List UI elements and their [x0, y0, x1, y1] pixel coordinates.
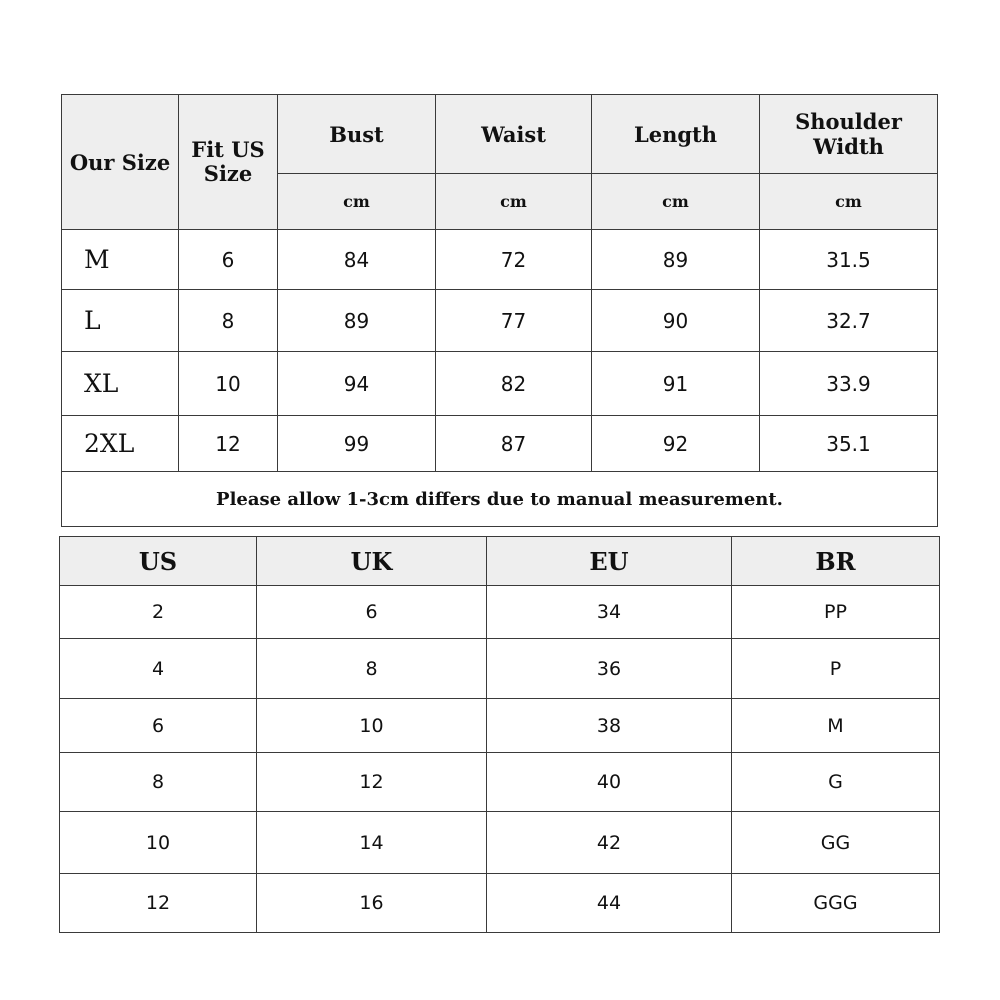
eu-value: 38 — [487, 699, 732, 753]
header-eu: EU — [487, 537, 732, 586]
length-value: 90 — [592, 290, 760, 352]
table-row — [60, 812, 940, 874]
shoulder-value: 35.1 — [760, 416, 938, 472]
us-value: 10 — [60, 812, 257, 874]
unit-length: cm — [592, 174, 760, 230]
unit-bust: cm — [278, 174, 436, 230]
bust-value: 84 — [278, 230, 436, 290]
eu-value: 40 — [487, 753, 732, 812]
table-row — [60, 874, 940, 933]
waist-value: 82 — [436, 352, 592, 416]
eu-value: 36 — [487, 639, 732, 699]
us-value: 8 — [60, 753, 257, 812]
br-value: GGG — [732, 874, 940, 933]
table-row — [60, 753, 940, 812]
br-value: G — [732, 753, 940, 812]
uk-value: 10 — [257, 699, 487, 753]
uk-value: 12 — [257, 753, 487, 812]
fit-us-value: 10 — [179, 352, 278, 416]
br-value: GG — [732, 812, 940, 874]
br-value: P — [732, 639, 940, 699]
waist-value: 87 — [436, 416, 592, 472]
bust-value: 99 — [278, 416, 436, 472]
fit-us-value: 6 — [179, 230, 278, 290]
uk-value: 8 — [257, 639, 487, 699]
table-row — [60, 639, 940, 699]
size-label: L — [62, 290, 179, 352]
size-label: M — [62, 230, 179, 290]
shoulder-value: 33.9 — [760, 352, 938, 416]
fit-us-value: 12 — [179, 416, 278, 472]
size-label: XL — [62, 352, 179, 416]
unit-waist: cm — [436, 174, 592, 230]
length-value: 89 — [592, 230, 760, 290]
header-shoulder-width: Shoulder Width — [760, 95, 938, 174]
table-row — [60, 699, 940, 753]
header-waist: Waist — [436, 95, 592, 174]
bust-value: 89 — [278, 290, 436, 352]
waist-value: 72 — [436, 230, 592, 290]
length-value: 92 — [592, 416, 760, 472]
uk-value: 14 — [257, 812, 487, 874]
us-value: 6 — [60, 699, 257, 753]
measurement-note: Please allow 1-3cm differs due to manual measurement. — [62, 472, 938, 527]
size-chart-table — [61, 94, 938, 527]
uk-value: 6 — [257, 586, 487, 639]
table-row — [62, 416, 938, 472]
eu-value: 34 — [487, 586, 732, 639]
uk-value: 16 — [257, 874, 487, 933]
br-value: PP — [732, 586, 940, 639]
header-us: US — [60, 537, 257, 586]
us-value: 4 — [60, 639, 257, 699]
table-row — [62, 290, 938, 352]
length-value: 91 — [592, 352, 760, 416]
table-row — [60, 586, 940, 639]
header-fit-us-size: Fit US Size — [179, 95, 278, 230]
size-label: 2XL — [62, 416, 179, 472]
header-our-size: Our Size — [62, 95, 179, 230]
fit-us-value: 8 — [179, 290, 278, 352]
us-value: 12 — [60, 874, 257, 933]
table-row — [62, 352, 938, 416]
unit-shoulder-width: cm — [760, 174, 938, 230]
size-conversion-table — [59, 536, 940, 933]
waist-value: 77 — [436, 290, 592, 352]
header-bust: Bust — [278, 95, 436, 174]
bust-value: 94 — [278, 352, 436, 416]
shoulder-value: 31.5 — [760, 230, 938, 290]
table-row — [62, 230, 938, 290]
header-uk: UK — [257, 537, 487, 586]
eu-value: 42 — [487, 812, 732, 874]
shoulder-value: 32.7 — [760, 290, 938, 352]
header-length: Length — [592, 95, 760, 174]
header-br: BR — [732, 537, 940, 586]
eu-value: 44 — [487, 874, 732, 933]
us-value: 2 — [60, 586, 257, 639]
br-value: M — [732, 699, 940, 753]
